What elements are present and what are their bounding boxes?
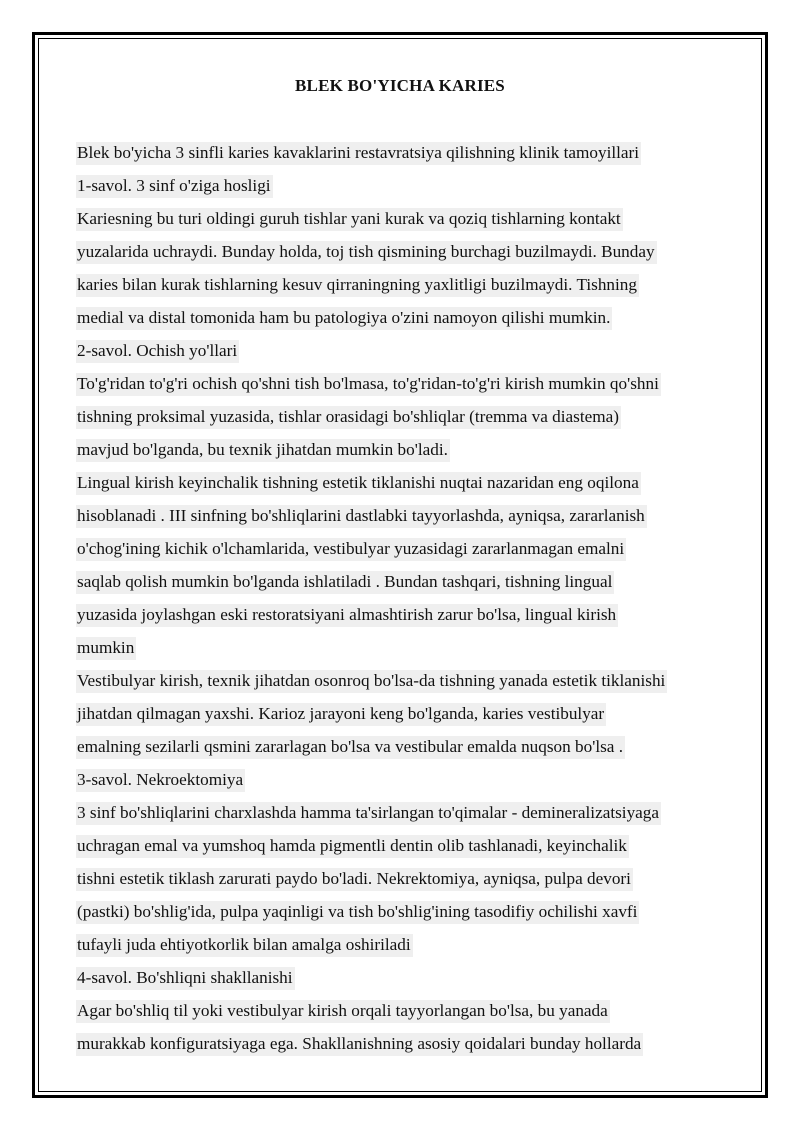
question-heading: 1-savol. 3 sinf o'ziga hosligi: [76, 171, 736, 204]
text-line: emalning sezilarli qsmini zararlagan bo'lsa va vestibular emalda nuqson bo'lsa .: [76, 732, 736, 765]
text-line: uchragan emal va yumshoq hamda pigmentli dentin olib tashlanadi, keyinchalik: [76, 831, 736, 864]
text-line: Lingual kirish keyinchalik tishning estetik tiklanishi nuqtai nazaridan eng oqilona: [76, 468, 736, 501]
text-line: mumkin: [76, 633, 736, 666]
text-line: tishning proksimal yuzasida, tishlar orasidagi bo'shliqlar (tremma va diastema): [76, 402, 736, 435]
text-line: (pastki) bo'shlig'ida, pulpa yaqinligi va tish bo'shlig'ining tasodifiy ochilishi xavfi: [76, 897, 736, 930]
text-line: jihatdan qilmagan yaxshi. Karioz jarayoni keng bo'lganda, karies vestibulyar: [76, 699, 736, 732]
text-line: medial va distal tomonida ham bu patologiya o'zini namoyon qilishi mumkin.: [76, 303, 736, 336]
text-line: Kariesning bu turi oldingi guruh tishlar yani kurak va qoziq tishlarning kontakt: [76, 204, 736, 237]
text-line: tishni estetik tiklash zarurati paydo bo'ladi. Nekrektomiya, ayniqsa, pulpa devori: [76, 864, 736, 897]
text-line: murakkab konfiguratsiyaga ega. Shakllanishning asosiy qoidalari bunday hollarda: [76, 1029, 736, 1062]
text-line: Blek bo'yicha 3 sinfli karies kavaklarini restavratsiya qilishning klinik tamoyillari: [76, 138, 736, 171]
text-line: o'chog'ining kichik o'lchamlarida, vestibulyar yuzasidagi zararlanmagan emalni: [76, 534, 736, 567]
text-line: yuzalarida uchraydi. Bunday holda, toj tish qismining burchagi buzilmaydi. Bunday: [76, 237, 736, 270]
question-heading: 4-savol. Bo'shliqni shakllanishi: [76, 963, 736, 996]
question-heading: 3-savol. Nekroektomiya: [76, 765, 736, 798]
text-line: mavjud bo'lganda, bu texnik jihatdan mumkin bo'ladi.: [76, 435, 736, 468]
text-line: tufayli juda ehtiyotkorlik bilan amalga oshiriladi: [76, 930, 736, 963]
text-line: To'g'ridan to'g'ri ochish qo'shni tish bo'lmasa, to'g'ridan-to'g'ri kirish mumkin qo'shni: [76, 369, 736, 402]
text-line: saqlab qolish mumkin bo'lganda ishlatiladi . Bundan tashqari, tishning lingual: [76, 567, 736, 600]
text-line: Agar bo'shliq til yoki vestibulyar kirish orqali tayyorlangan bo'lsa, bu yanada: [76, 996, 736, 1029]
text-line: Vestibulyar kirish, texnik jihatdan osonroq bo'lsa-da tishning yanada estetik tiklanishi: [76, 666, 736, 699]
text-line: hisoblanadi . III sinfning bo'shliqlarini dastlabki tayyorlashda, ayniqsa, zararlanish: [76, 501, 736, 534]
document-body: [76, 138, 736, 1062]
text-line: karies bilan kurak tishlarning kesuv qirraningning yaxlitligi buzilmaydi. Tishning: [76, 270, 736, 303]
question-heading: 2-savol. Ochish yo'llari: [76, 336, 736, 369]
text-line: 3 sinf bo'shliqlarini charxlashda hamma ta'sirlangan to'qimalar - demineralizatsiyaga: [76, 798, 736, 831]
document-title: BLEK BO'YICHA KARIES: [295, 76, 505, 95]
text-line: yuzasida joylashgan eski restoratsiyani almashtirish zarur bo'lsa, lingual kirish: [76, 600, 736, 633]
